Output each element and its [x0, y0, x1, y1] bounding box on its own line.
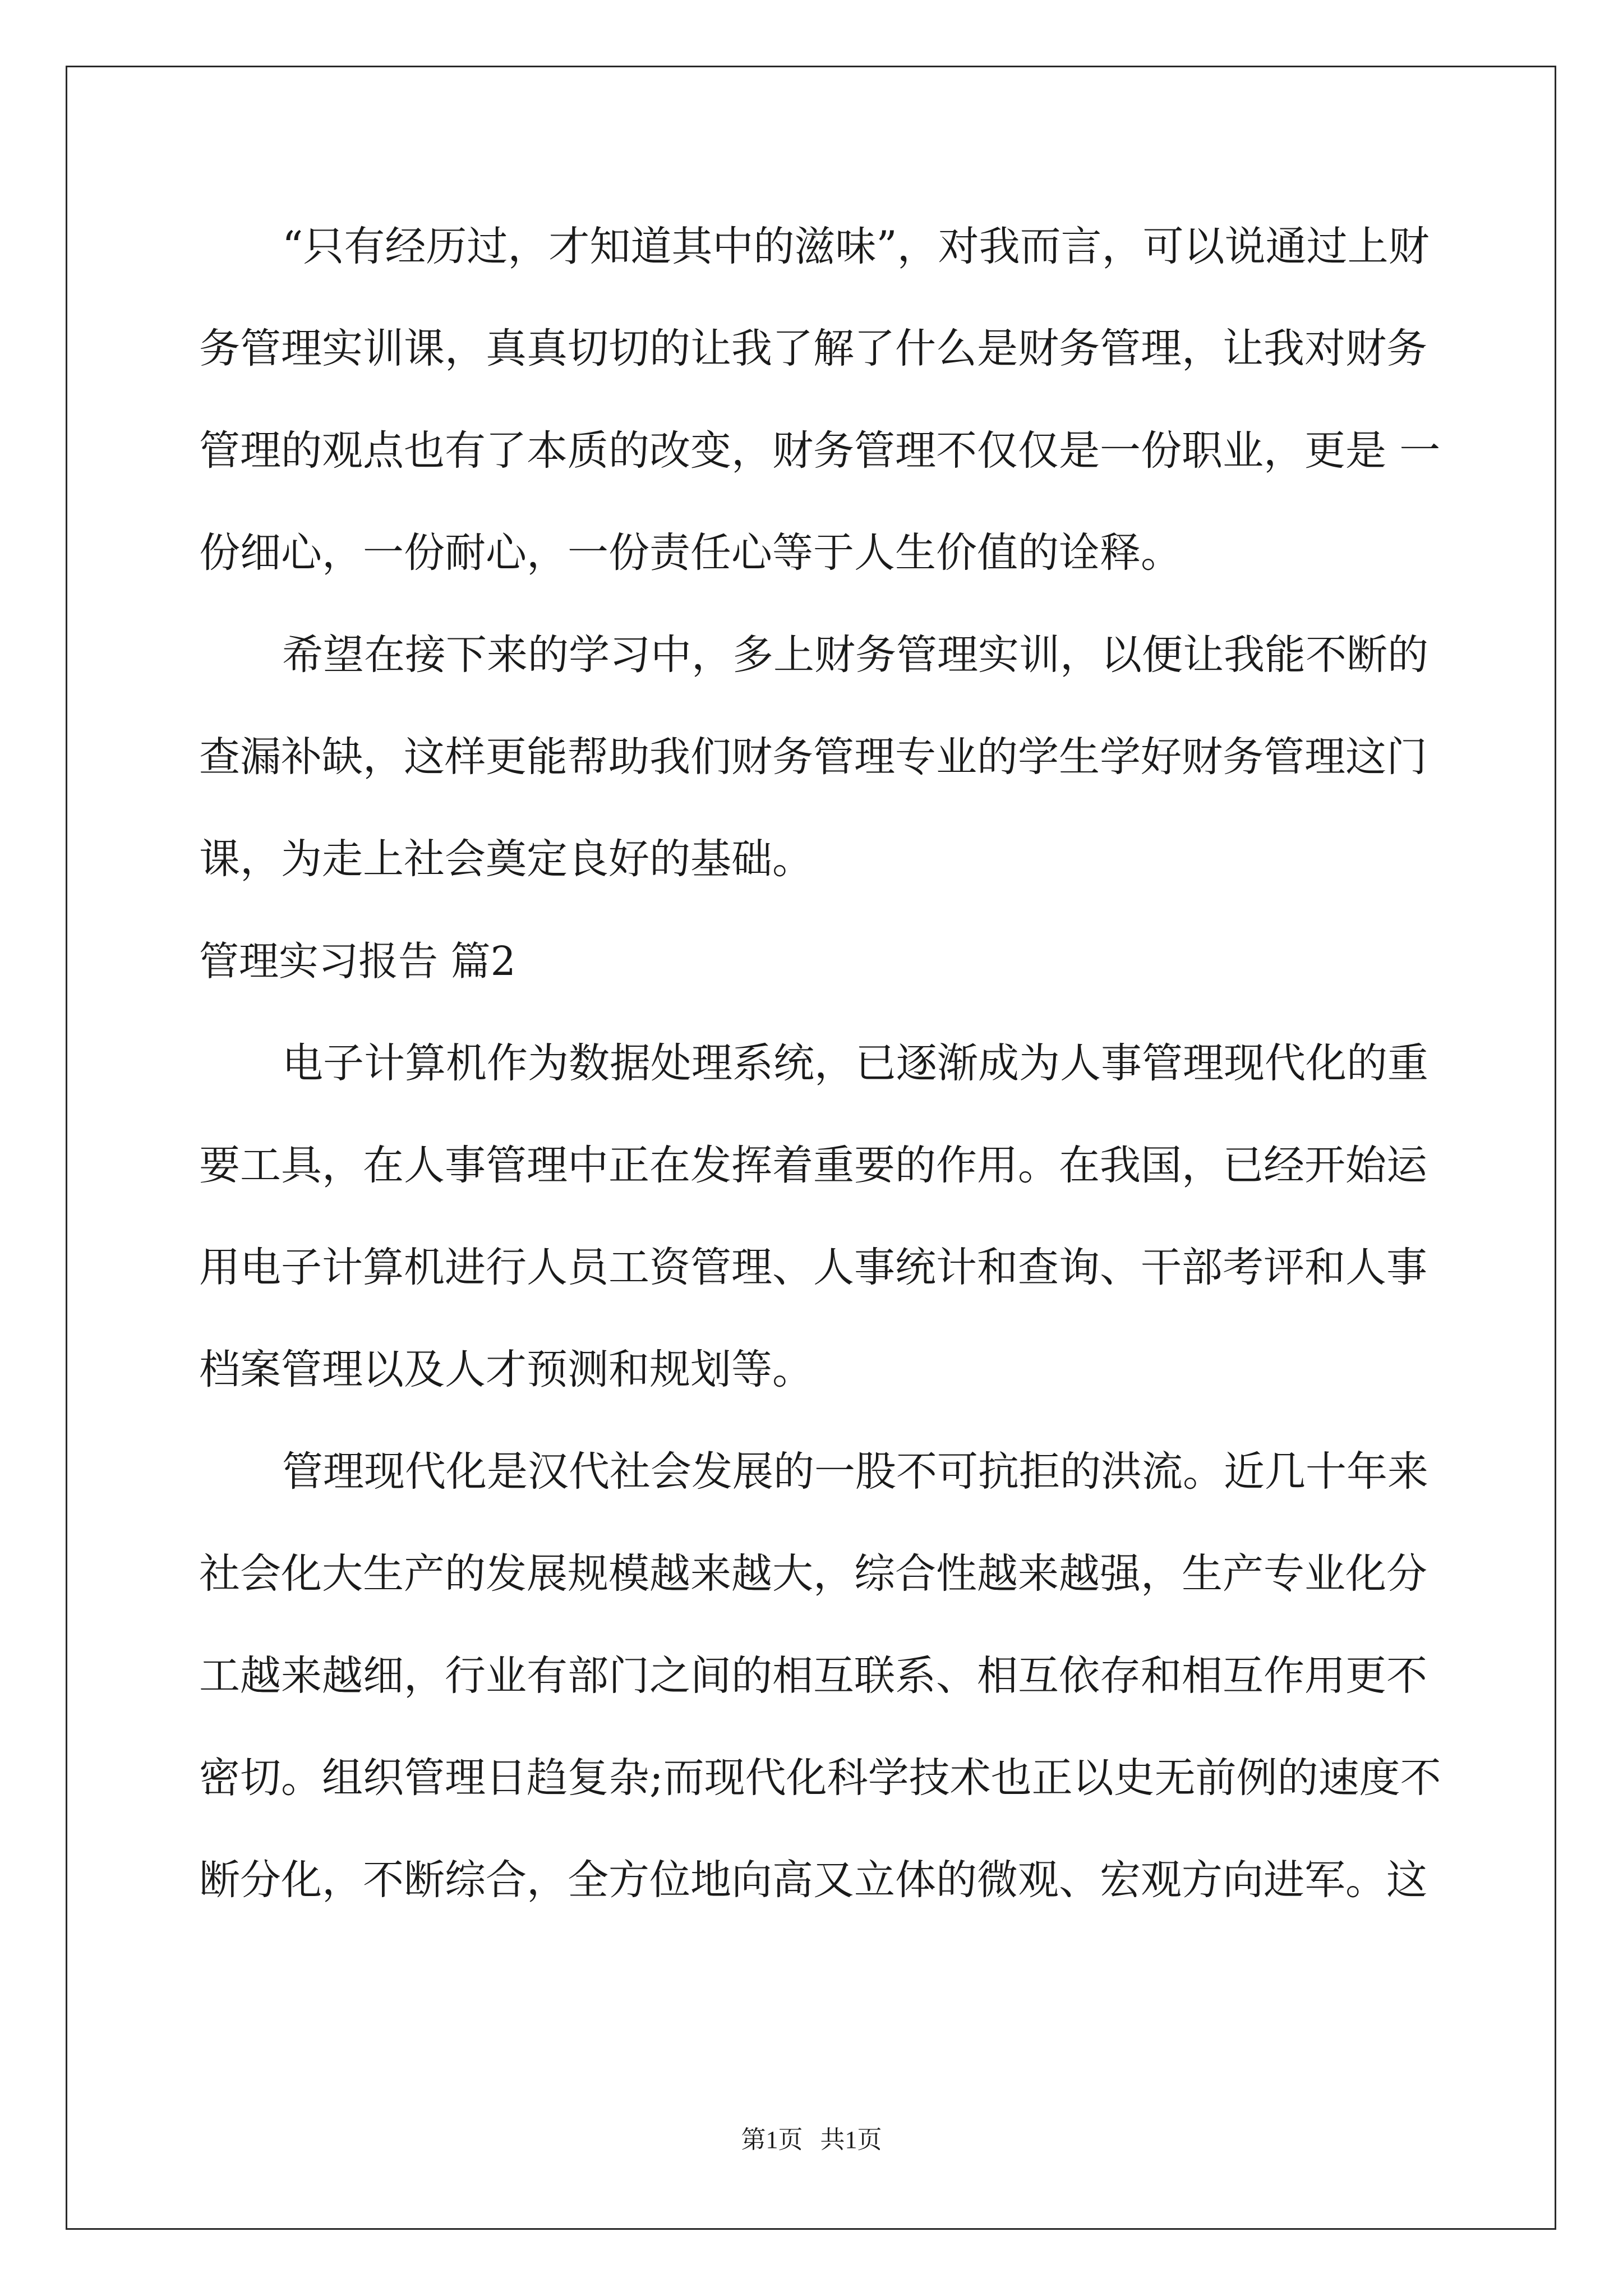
- paragraph-1-line-1: “只有经历过，才知道其中的滋味”，对我而言，可以说通过上财: [282, 223, 1430, 270]
- paragraph-2-line-3: 课，为走上社会奠定良好的基础。: [199, 835, 813, 883]
- paragraph-1-line-4: 份细心，一份耐心，一份责任心等于人生价值的诠释。: [199, 529, 1182, 577]
- paragraph-3-line-4: 档案管理以及人才预测和规划等。: [199, 1346, 813, 1393]
- paragraph-4-line-5: 断分化，不断综合，全方位地向高又立体的微观、宏观方向进军。这: [199, 1856, 1427, 1904]
- page-number: 第1页: [741, 2126, 803, 2154]
- paragraph-4-line-1: 管理现代化是汉代社会发展的一股不可抗拒的洪流。近几十年来: [282, 1448, 1428, 1496]
- paragraph-3-line-3: 用电子计算机进行人员工资管理、人事统计和查询、干部考评和人事: [199, 1244, 1427, 1291]
- paragraph-1-line-3: 管理的观点也有了本质的改变，财务管理不仅仅是一份职业，更是 一: [199, 427, 1441, 475]
- paragraph-3-line-2: 要工具，在人事管理中正在发挥着重要的作用。在我国，已经开始运: [199, 1142, 1427, 1189]
- paragraph-4-line-3: 工越来越细，行业有部门之间的相互联系、相互依存和相互作用更不: [199, 1652, 1427, 1700]
- paragraph-3-line-1: 电子计算机作为数据处理系统，已逐渐成为人事管理现代化的重: [282, 1039, 1428, 1087]
- section-heading: 管理实习报告 篇2: [199, 938, 516, 984]
- paragraph-1-line-2: 务管理实训课，真真切切的让我了解了什么是财务管理，让我对财务: [199, 325, 1427, 372]
- page-footer: [0, 2123, 1623, 2157]
- page-total: 共1页: [820, 2126, 882, 2154]
- paragraph-2-line-1: 希望在接下来的学习中，多上财务管理实训，以便让我能不断的: [282, 631, 1428, 679]
- paragraph-4-line-4: 密切。组织管理日趋复杂;而现代化科学技术也正以史无前例的速度不: [199, 1754, 1441, 1802]
- paragraph-4-line-2: 社会化大生产的发展规模越来越大，综合性越来越强，生产专业化分: [199, 1550, 1427, 1598]
- paragraph-2-line-2: 查漏补缺，这样更能帮助我们财务管理专业的学生学好财务管理这门: [199, 733, 1427, 781]
